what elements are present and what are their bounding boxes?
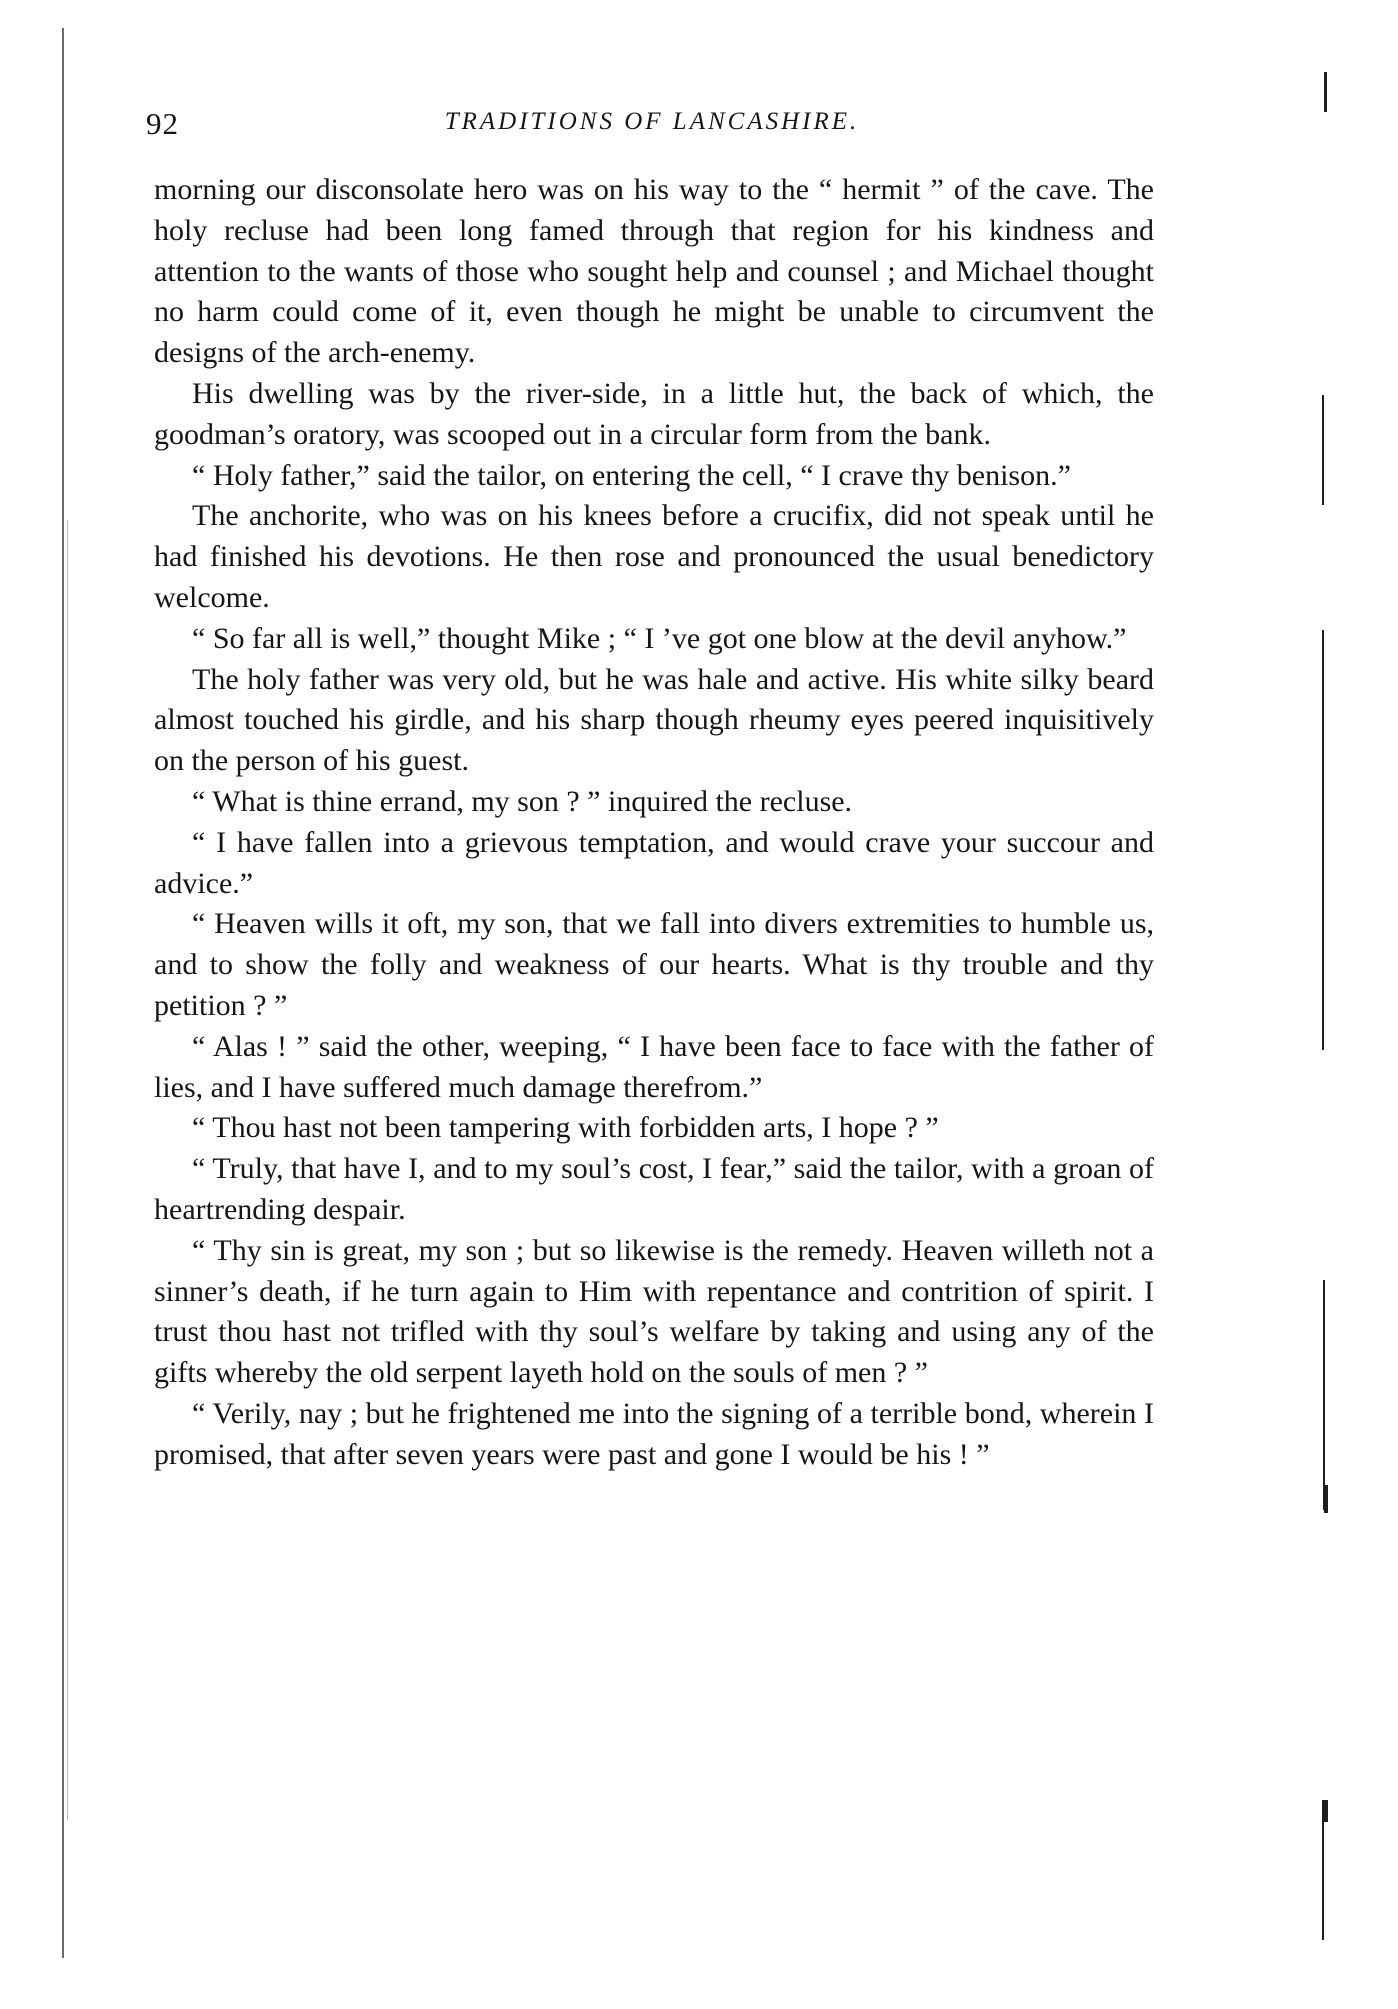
edge-mark xyxy=(1324,72,1327,112)
paragraph: “ So far all is well,” thought Mike ; “ I ’ve got one blow at the devil anyhow.” xyxy=(192,621,1127,655)
paragraph: “ What is thine errand, my son ? ” inquired the recluse. xyxy=(192,784,853,818)
running-head: TRADITIONS OF LANCASHIRE. xyxy=(444,108,860,135)
page-header xyxy=(146,106,1158,146)
edge-mark xyxy=(1324,1800,1328,1822)
paragraph: “ Holy father,” said the tailor, on entering the cell, “ I crave thy benison.” xyxy=(192,458,1071,492)
edge-mark xyxy=(1322,395,1324,505)
paragraph: “ I have fallen into a grievous temptation, and would crave your succour and advice.” xyxy=(154,825,1154,900)
page-gutter-line xyxy=(62,28,64,1958)
body-text xyxy=(154,170,1154,1476)
edge-mark xyxy=(1323,1280,1325,1510)
edge-mark xyxy=(1322,630,1324,1050)
paragraph: “ Thou hast not been tampering with forbidden arts, I hope ? ” xyxy=(192,1111,939,1145)
paragraph: “ Thy sin is great, my son ; but so likewise is the remedy. Heaven willeth not a sinner’s death, if he turn again to Him with repentance and contrition of spirit. I trust thou hast not trifled with thy soul’s welfare by taking and using any of the gifts whereby the old serpent layeth hold on the souls of men ? ” xyxy=(154,1233,1154,1390)
page-number: 92 xyxy=(146,106,179,141)
paragraph: “ Alas ! ” said the other, weeping, “ I have been face to face with the father of lies, and I have suffered much damage therefrom.” xyxy=(154,1029,1154,1104)
edge-mark xyxy=(1324,1485,1328,1513)
paragraph: morning our disconsolate hero was on his way to the “ hermit ” of the cave. The holy recluse had been long famed through that region for his kindness and attention to the wants of those who sought help and counsel ; and Michael thought no harm could come of it, even though he might be unable to circumvent the designs of the arch-enemy. xyxy=(154,173,1154,370)
page-edge-marks xyxy=(1318,0,1358,2009)
paragraph: The holy father was very old, but he was hale and active. His white silky beard almost touched his girdle, and his sharp though rheumy eyes peered inquisitively on the person of his guest. xyxy=(154,662,1154,778)
paragraph: The anchorite, who was on his knees before a crucifix, did not speak until he had finished his devotions. He then rose and pronounced the usual benedictory welcome. xyxy=(154,499,1154,614)
page-gutter-shadow xyxy=(67,520,68,1820)
paragraph: “ Verily, nay ; but he frightened me into the signing of a terrible bond, wherein I promised, that after seven years were past and gone I would be his ! ” xyxy=(154,1396,1154,1471)
paragraph: “ Truly, that have I, and to my soul’s cost, I fear,” said the tailor, with a groan of heartrending despair. xyxy=(154,1152,1154,1226)
paragraph: His dwelling was by the river-side, in a little hut, the back of which, the goodman’s oratory, was scooped out in a circular form from the bank. xyxy=(154,376,1154,451)
paragraph: “ Heaven wills it oft, my son, that we fall into divers extremities to humble us, and to show the folly and weakness of our hearts. What is thy trouble and thy petition ? ” xyxy=(154,907,1154,1022)
